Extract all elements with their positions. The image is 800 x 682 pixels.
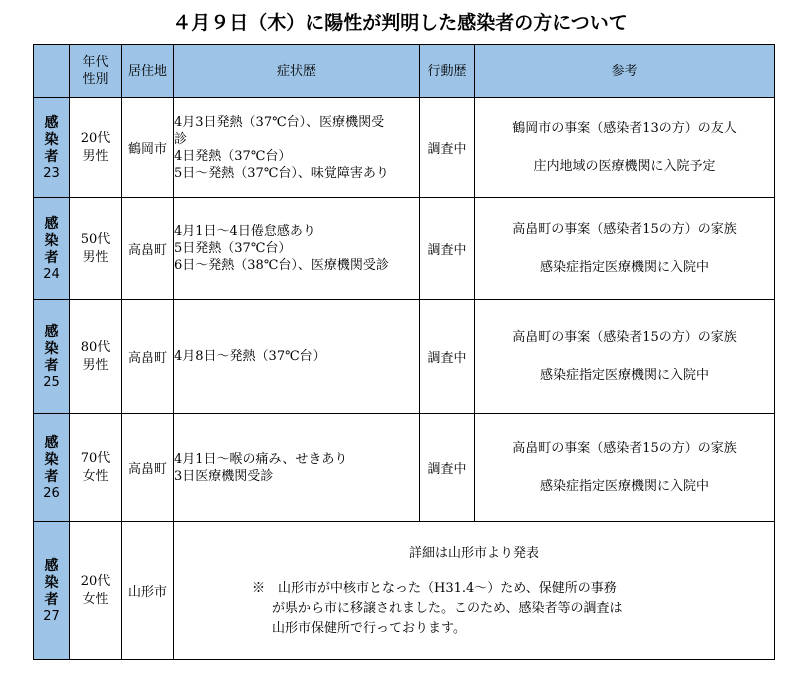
case-symptoms: 4月1日～喉の痛み、せきあり 3日医療機関受診 <box>174 414 420 522</box>
case-residence: 山形市 <box>122 522 174 660</box>
header-symptoms: 症状歴 <box>174 45 420 98</box>
case-reference: 高畠町の事案（感染者15の方）の家族 感染症指定医療機関に入院中 <box>475 198 775 300</box>
note-detail: ※ 山形市が中核市となった（H31.4～）ため、保健所の事務 が県から市に移譲されました。このため、感染者等の調査は 山形市保健所で行っております。 <box>252 581 623 636</box>
header-row <box>34 45 775 98</box>
case-residence: 高畠町 <box>122 198 174 300</box>
header-age-sex: 年代 性別 <box>70 45 122 98</box>
note-main: 詳細は山形市より発表 <box>408 546 539 561</box>
case-age-sex: 50代 男性 <box>70 198 122 300</box>
case-id: 感 染 者 26 <box>34 414 70 522</box>
case-activity: 調査中 <box>420 300 475 414</box>
case-symptoms: 4月1日～4日倦怠感あり 5日発熱（37℃台） 6日～発熱（38℃台）、医療機関受診 <box>174 198 420 300</box>
case-residence: 鶴岡市 <box>122 98 174 198</box>
case-id: 感 染 者 25 <box>34 300 70 414</box>
case-residence: 高畠町 <box>122 414 174 522</box>
case-note <box>174 522 775 660</box>
header-residence: 居住地 <box>122 45 174 98</box>
case-symptoms: 4月8日～発熱（37℃台） <box>174 300 420 414</box>
case-id: 感 染 者 23 <box>34 98 70 198</box>
table-row <box>34 522 775 660</box>
case-reference: 鶴岡市の事案（感染者13の方）の友人 庄内地域の医療機関に入院予定 <box>475 98 775 198</box>
header-reference: 参考 <box>475 45 775 98</box>
page-title: ４月９日（木）に陽性が判明した感染者の方について <box>172 12 628 34</box>
case-symptoms: 4月3日発熱（37℃台）、医療機関受 診 4日発熱（37℃台） 5日～発熱（37℃台）、味覚障害あり <box>174 98 420 198</box>
case-activity: 調査中 <box>420 98 475 198</box>
header-id <box>34 45 70 98</box>
header-activity: 行動歴 <box>420 45 475 98</box>
case-age-sex: 20代 女性 <box>70 522 122 660</box>
case-residence: 高畠町 <box>122 300 174 414</box>
case-reference: 高畠町の事案（感染者15の方）の家族 感染症指定医療機関に入院中 <box>475 414 775 522</box>
case-age-sex: 80代 男性 <box>70 300 122 414</box>
table-row <box>34 198 775 300</box>
case-id: 感 染 者 27 <box>34 522 70 660</box>
case-age-sex: 20代 男性 <box>70 98 122 198</box>
table-row <box>34 98 775 198</box>
case-activity: 調査中 <box>420 198 475 300</box>
case-id: 感 染 者 24 <box>34 198 70 300</box>
table-row <box>34 300 775 414</box>
case-reference: 高畠町の事案（感染者15の方）の家族 感染症指定医療機関に入院中 <box>475 300 775 414</box>
table-row <box>34 414 775 522</box>
cases-table <box>33 44 775 660</box>
case-age-sex: 70代 女性 <box>70 414 122 522</box>
case-activity: 調査中 <box>420 414 475 522</box>
